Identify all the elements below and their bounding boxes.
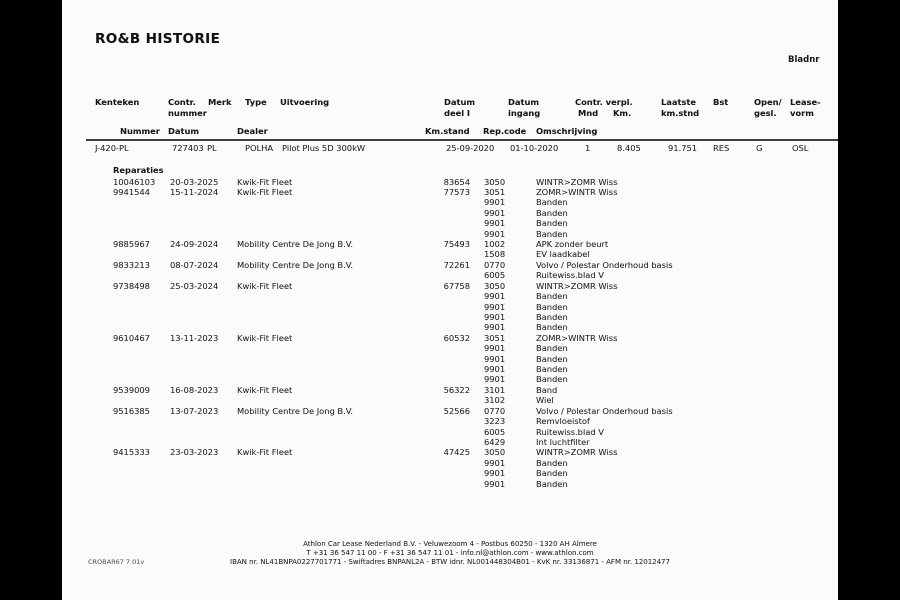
repair-code: 3050 (484, 280, 506, 291)
header-mnd: Mnd (578, 107, 599, 118)
repair-code: 0770 (484, 405, 506, 416)
header-datum-ingang: Datum ingang (508, 97, 541, 118)
vehicle-bst: RES (713, 142, 730, 153)
repair-code: 1508 (484, 249, 506, 260)
repair-code: 3050 (484, 447, 506, 458)
repair-omschrijving: Banden (536, 311, 568, 322)
repair-nummer: 9885967 (113, 239, 150, 250)
header-divider-line (86, 139, 838, 141)
repair-subline (62, 468, 838, 478)
repair-subline (62, 458, 838, 468)
report-version-label: CROBAR67 7.01v (88, 558, 145, 566)
page-number-label: Bladnr (788, 55, 820, 65)
header-contr-nummer: Contr. nummer (168, 97, 207, 118)
repair-km-stand: 72261 (443, 259, 470, 270)
repair-subline (62, 427, 838, 437)
repair-omschrijving: Band (536, 384, 558, 395)
page-title: RO&B HISTORIE (95, 31, 221, 47)
vehicle-mnd: 1 (585, 142, 591, 153)
repair-datum: 24-09-2024 (170, 239, 219, 250)
header-dealer: Dealer (237, 126, 268, 136)
repair-nummer: 9516385 (113, 405, 150, 416)
repair-subline (62, 374, 838, 384)
repair-code: 9901 (484, 291, 506, 302)
repair-code: 3051 (484, 186, 506, 197)
header-kenteken: Kenteken (95, 97, 140, 107)
repair-row (62, 385, 838, 395)
repair-datum: 15-11-2024 (170, 186, 219, 197)
repair-dealer: Mobility Centre De Jong B.V. (237, 239, 353, 250)
repair-nummer: 9610467 (113, 332, 150, 343)
repair-omschrijving: Banden (536, 218, 568, 229)
repair-omschrijving: Banden (536, 374, 568, 385)
vehicle-km: 8.405 (617, 142, 641, 153)
repair-datum: 23-03-2023 (170, 447, 219, 458)
repair-subline (62, 364, 838, 374)
repair-code: 9901 (484, 343, 506, 354)
repair-code: 9901 (484, 311, 506, 322)
repair-km-stand: 75493 (443, 239, 470, 250)
header-bst: Bst (713, 97, 729, 107)
repair-code: 9901 (484, 457, 506, 468)
header-laatste-km-stnd: Laatste km.stnd (661, 97, 700, 118)
repair-code: 3223 (484, 416, 506, 427)
repair-code: 3051 (484, 332, 506, 343)
repair-datum: 08-07-2024 (170, 259, 219, 270)
repair-subline (62, 197, 838, 207)
repair-omschrijving: EV laadkabel (536, 249, 590, 260)
vehicle-contr-nummer: 727403 (172, 142, 204, 153)
repair-dealer: Kwik-Fit Fleet (237, 384, 293, 395)
repair-nummer: 9941544 (113, 186, 150, 197)
repair-nummer: 9415333 (113, 447, 150, 458)
header-datum: Datum (168, 126, 200, 136)
repair-omschrijving: APK zonder beurt (536, 239, 609, 250)
repair-row (62, 406, 838, 416)
repair-dealer: Kwik-Fit Fleet (237, 280, 293, 291)
repair-subline (62, 291, 838, 301)
repair-code: 9901 (484, 218, 506, 229)
repair-nummer: 10046103 (113, 176, 156, 187)
vehicle-laatste-km-stnd: 91.751 (668, 142, 698, 153)
repair-omschrijving: WINTR>ZOMR Wiss (536, 447, 618, 458)
repair-km-stand: 67758 (443, 280, 470, 291)
repair-omschrijving: Ruitewiss.blad V (536, 426, 604, 437)
repair-omschrijving: Banden (536, 478, 568, 489)
repair-omschrijving: Wiel (536, 395, 554, 406)
repair-code: 3050 (484, 176, 506, 187)
repair-subline (62, 312, 838, 322)
repair-row (62, 333, 838, 343)
repair-omschrijving: Ruitewiss.blad V (536, 270, 604, 281)
repair-row (62, 281, 838, 291)
repair-code: 9901 (484, 301, 506, 312)
repair-km-stand: 60532 (443, 332, 470, 343)
footer-address: Athlon Car Lease Nederland B.V. - Veluwezoom 4 - Postbus 60250 - 1320 AH Almere (303, 540, 597, 548)
repair-subline (62, 218, 838, 228)
vehicle-type: POLHA (245, 142, 274, 153)
vehicle-datum-deel-i: 25-09-2020 (446, 142, 495, 153)
footer-contact: T +31 36 547 11 00 - F +31 36 547 11 01 - info.nl@athlon.com - www.athlon.com (306, 549, 594, 557)
footer-bank-details: IBAN nr. NL41BNPA0227701771 - Swiftadres BNPANL2A - BTW idnr. NL001448304B01 - KvK nr. 33136871 - AFM nr. 12012477 (230, 558, 670, 566)
repair-omschrijving: Remvloeistof (536, 416, 590, 427)
repair-code: 9901 (484, 322, 506, 333)
repair-dealer: Mobility Centre De Jong B.V. (237, 405, 353, 416)
repair-code: 9901 (484, 374, 506, 385)
repair-subline (62, 416, 838, 426)
repair-code: 6005 (484, 270, 506, 281)
vehicle-kenteken: J-420-PL (95, 142, 129, 153)
vehicle-lease-vorm: OSL (792, 142, 809, 153)
vehicle-uitvoering: Pilot Plus 5D 300kW (282, 142, 366, 153)
repair-omschrijving: Banden (536, 353, 568, 364)
repair-omschrijving: Volvo / Polestar Onderhoud basis (536, 405, 673, 416)
repair-code: 3102 (484, 395, 506, 406)
repair-datum: 13-11-2023 (170, 332, 219, 343)
repair-datum: 13-07-2023 (170, 405, 219, 416)
repair-omschrijving: Banden (536, 364, 568, 375)
repair-subline (62, 249, 838, 259)
repair-subline (62, 208, 838, 218)
repair-km-stand: 83654 (443, 176, 470, 187)
repair-km-stand: 77573 (443, 186, 470, 197)
repair-subline (62, 229, 838, 239)
repair-datum: 16-08-2023 (170, 384, 219, 395)
vehicle-open-gesl: G (756, 142, 763, 153)
repair-subline (62, 270, 838, 280)
repair-omschrijving: Banden (536, 468, 568, 479)
repair-subline (62, 302, 838, 312)
repair-subline (62, 354, 838, 364)
repair-omschrijving: Banden (536, 228, 568, 239)
repair-km-stand: 52566 (443, 405, 470, 416)
repair-subline (62, 395, 838, 405)
repair-code: 9901 (484, 197, 506, 208)
repair-omschrijving: ZOMR>WINTR Wiss (536, 186, 618, 197)
repair-km-stand: 47425 (443, 447, 470, 458)
repair-omschrijving: WINTR>ZOMR Wiss (536, 280, 618, 291)
repair-omschrijving: Banden (536, 301, 568, 312)
repair-subline (62, 437, 838, 447)
repair-omschrijving: WINTR>ZOMR Wiss (536, 176, 618, 187)
repair-omschrijving: Banden (536, 343, 568, 354)
repair-subline (62, 322, 838, 332)
repair-nummer: 9833213 (113, 259, 150, 270)
repair-code: 6429 (484, 437, 506, 447)
repair-km-stand: 56322 (443, 384, 470, 395)
repair-row (62, 260, 838, 270)
repair-subline (62, 343, 838, 353)
repair-row (62, 187, 838, 197)
repair-subline (62, 479, 838, 489)
repair-dealer: Mobility Centre De Jong B.V. (237, 259, 353, 270)
header-km-stand: Km.stand (425, 126, 470, 136)
header-contr-verpl: Contr. verpl. (575, 97, 633, 107)
header-merk: Merk (208, 97, 232, 107)
repair-row (62, 447, 838, 457)
vehicle-datum-ingang: 01-10-2020 (510, 142, 559, 153)
header-nummer: Nummer (120, 126, 160, 136)
repair-dealer: Kwik-Fit Fleet (237, 447, 293, 458)
repair-code: 9901 (484, 478, 506, 489)
repair-row (62, 177, 838, 187)
header-open-gesl: Open/ gesl. (754, 97, 782, 118)
repair-nummer: 9738498 (113, 280, 150, 291)
header-lease-vorm: Lease- vorm (790, 97, 821, 118)
repair-omschrijving: Banden (536, 322, 568, 333)
repair-nummer: 9539009 (113, 384, 150, 395)
header-type: Type (245, 97, 267, 107)
header-km: Km. (613, 107, 632, 118)
repair-omschrijving: Banden (536, 197, 568, 208)
repair-code: 0770 (484, 259, 506, 270)
repair-code: 9901 (484, 353, 506, 364)
repair-dealer: Kwik-Fit Fleet (237, 332, 293, 343)
repair-omschrijving: Banden (536, 207, 568, 218)
repair-code: 6005 (484, 426, 506, 437)
repair-row (62, 239, 838, 249)
repair-omschrijving: Banden (536, 291, 568, 302)
repair-omschrijving: Volvo / Polestar Onderhoud basis (536, 259, 673, 270)
repairs-section-label: Reparaties (113, 165, 164, 175)
repair-code: 9901 (484, 468, 506, 479)
header-uitvoering: Uitvoering (280, 97, 330, 107)
repair-datum: 25-03-2024 (170, 280, 219, 291)
repair-dealer: Kwik-Fit Fleet (237, 186, 293, 197)
repair-code: 1002 (484, 239, 506, 250)
repair-dealer: Kwik-Fit Fleet (237, 176, 293, 187)
repair-code: 3101 (484, 384, 506, 395)
header-rep-code: Rep.code (483, 126, 527, 136)
repair-code: 9901 (484, 207, 506, 218)
document-page (62, 0, 838, 600)
repair-code: 9901 (484, 364, 506, 375)
repair-omschrijving: Int luchtfilter (536, 437, 590, 447)
header-datum-deel-i: Datum deel I (444, 97, 476, 118)
vehicle-merk: PL (207, 142, 217, 153)
repair-datum: 20-03-2025 (170, 176, 219, 187)
header-omschrijving: Omschrijving (536, 126, 598, 136)
repair-omschrijving: ZOMR>WINTR Wiss (536, 332, 618, 343)
repair-omschrijving: Banden (536, 457, 568, 468)
repair-code: 9901 (484, 228, 506, 239)
